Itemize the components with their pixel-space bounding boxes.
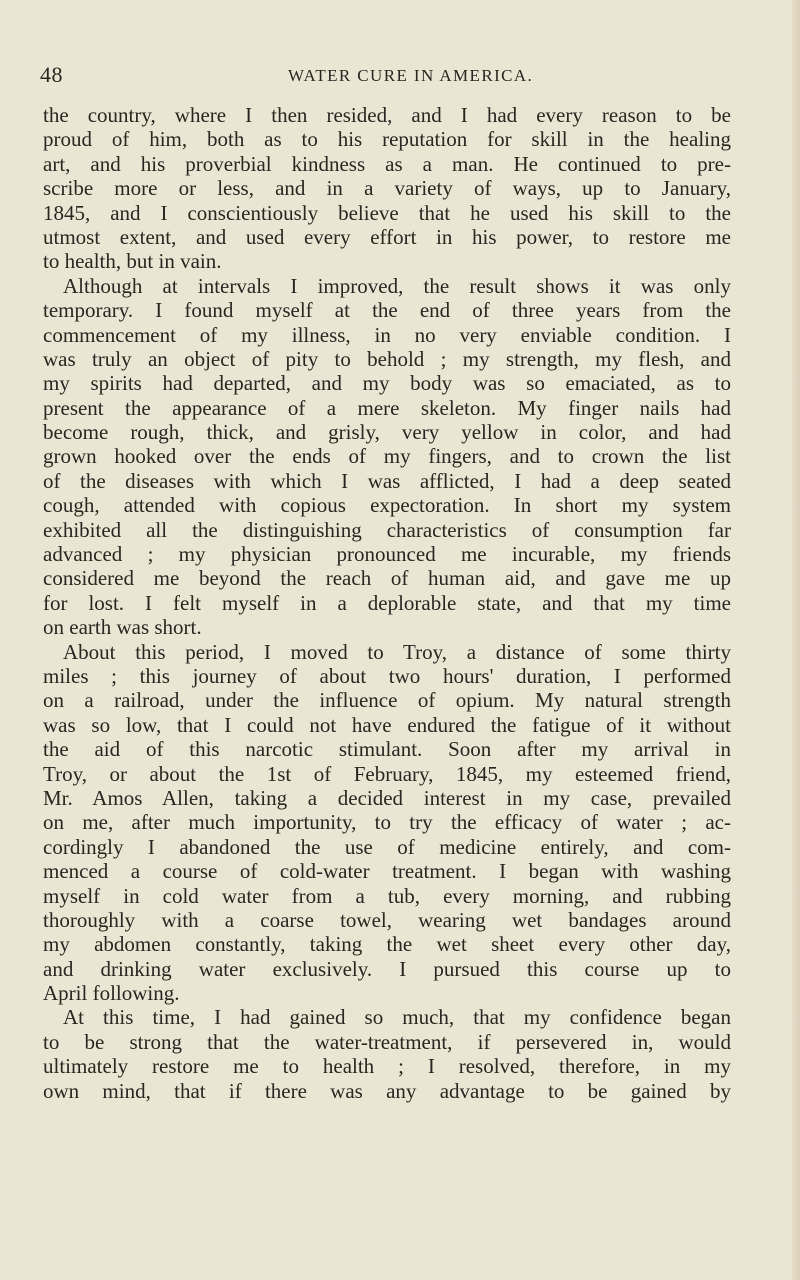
text-line: myself in cold water from a tub, every morning, and rubbing (43, 883, 731, 908)
text-line: to be strong that the water-treatment, if persevered in, would (43, 1029, 731, 1054)
text-line: become rough, thick, and grisly, very yellow in color, and had (43, 420, 731, 445)
text-line: menced a course of cold-water treatment. I began with washing (43, 859, 731, 884)
text-line: April following. (43, 981, 180, 1006)
text-line: cough, attended with copious expectoration. In short my system (43, 493, 731, 518)
text-line: commencement of my illness, in no very enviable condition. I (43, 322, 731, 347)
text-line: Troy, or about the 1st of February, 1845, my esteemed friend, (43, 761, 731, 786)
text-line: the aid of this narcotic stimulant. Soon after my arrival in (43, 737, 731, 762)
text-line: the country, where I then resided, and I had every reason to be (43, 103, 731, 127)
text-line: considered me beyond the reach of human aid, and gave me up (43, 566, 731, 591)
text-line: own mind, that if there was any advantage to be gained by (43, 1078, 731, 1103)
text-line: temporary. I found myself at the end of three years from the (43, 298, 731, 323)
text-line: Although at intervals I improved, the result shows it was only (63, 273, 731, 298)
text-line: and drinking water exclusively. I pursued this course up to (43, 956, 731, 981)
page-number: 48 (40, 62, 63, 87)
text-line: my abdomen constantly, taking the wet sheet every other day, (43, 932, 731, 957)
text-line: proud of him, both as to his reputation for skill in the healing (43, 127, 731, 152)
text-line: 1845, and I conscientiously believe that he used his skill to the (43, 200, 731, 225)
text-line: for lost. I felt myself in a deplorable state, and that my time (43, 590, 731, 615)
text-line: art, and his proverbial kindness as a man. He continued to pre- (43, 151, 731, 176)
text-line: to health, but in vain. (43, 249, 222, 274)
text-line: exhibited all the distinguishing characteristics of consumption far (43, 517, 731, 542)
text-line: About this period, I moved to Troy, a distance of some thirty (63, 639, 731, 664)
page-header (40, 62, 730, 92)
text-line: was truly an object of pity to behold ; my strength, my flesh, and (43, 346, 731, 371)
text-line: of the diseases with which I was afflicted, I had a deep seated (43, 468, 731, 493)
text-line: cordingly I abandoned the use of medicine entirely, and com- (43, 834, 731, 859)
text-line: thoroughly with a coarse towel, wearing wet bandages around (43, 907, 731, 932)
text-line: grown hooked over the ends of my fingers, and to crown the list (43, 444, 731, 469)
page-edge (792, 0, 800, 1280)
text-line: my spirits had departed, and my body was so emaciated, as to (43, 371, 731, 396)
body-text (43, 103, 731, 1103)
text-line: present the appearance of a mere skeleton. My finger nails had (43, 395, 731, 420)
running-head: WATER CURE IN AMERICA. (288, 66, 534, 85)
text-line: on me, after much importunity, to try the efficacy of water ; ac- (43, 810, 731, 835)
text-line: Mr. Amos Allen, taking a decided interest in my case, prevailed (43, 785, 731, 810)
text-line: utmost extent, and used every effort in his power, to restore me (43, 224, 731, 249)
text-line: At this time, I had gained so much, that my confidence began (63, 1005, 731, 1030)
text-line: ultimately restore me to health ; I resolved, therefore, in my (43, 1054, 731, 1079)
text-line: scribe more or less, and in a variety of ways, up to January, (43, 176, 731, 201)
text-line: on a railroad, under the influence of opium. My natural strength (43, 688, 731, 713)
text-line: advanced ; my physician pronounced me incurable, my friends (43, 542, 731, 567)
text-line: on earth was short. (43, 615, 202, 640)
text-line: was so low, that I could not have endured the fatigue of it without (43, 712, 731, 737)
text-line: miles ; this journey of about two hours' duration, I performed (43, 663, 731, 688)
